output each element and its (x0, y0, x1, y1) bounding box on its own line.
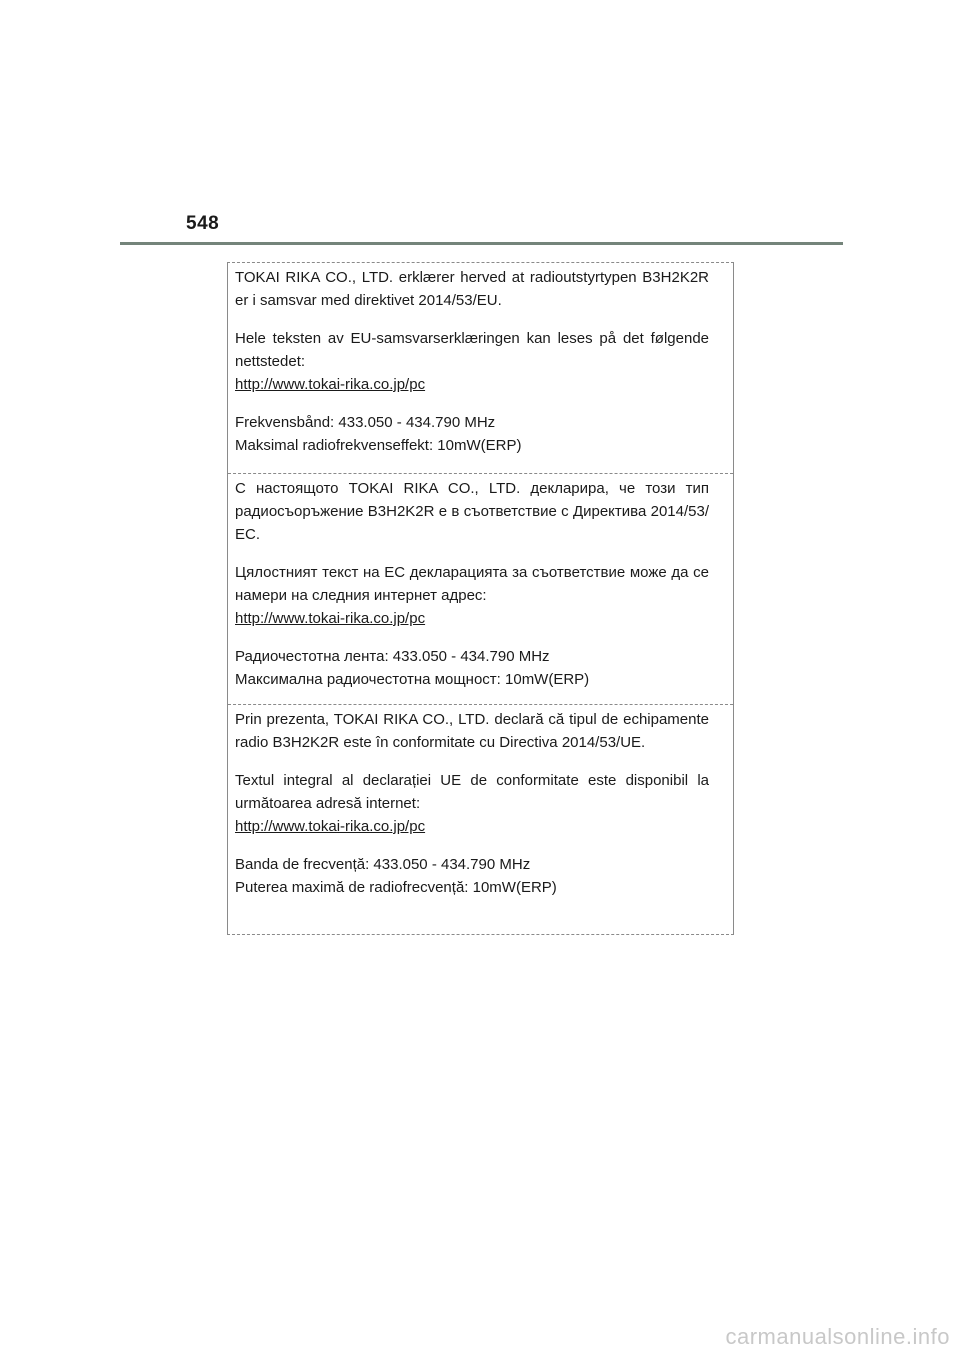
declaration-section-bulgarian (228, 473, 733, 704)
fulltext-intro: Textul integral al declarației UE de conformitate este disponibil la următoarea adresă internet: (235, 772, 709, 812)
declaration-text: Prin prezenta, TOKAI RIKA CO., LTD. declară că tipul de echipamente radio B3H2K2R este în conformitate cu Directiva 2014/53/UE. (235, 711, 709, 751)
declaration-text: TOKAI RIKA CO., LTD. erklærer herved at radioutstyrtypen B3H2K2R er i samsvar med direktivet 2014/53/EU. (235, 269, 709, 309)
declaration-text: С настоящото TOKAI RIKA CO., LTD. декларира, че този тип радиосъоръжение B3H2K2R е в съответствие с Директива 2014/53/ЕС. (235, 480, 709, 543)
max-power: Maksimal radiofrekvenseffekt: 10mW(ERP) (235, 437, 522, 454)
fulltext-intro: Цялостният текст на ЕС декларацията за съответствие може да се намери на следния интернет адрес: (235, 564, 709, 604)
frequency-band: Радиочестотна лента: 433.050 - 434.790 MHz (235, 648, 550, 665)
declaration-section-norwegian (228, 263, 733, 473)
declaration-url-link[interactable]: http://www.tokai-rika.co.jp/pc (235, 818, 426, 835)
fulltext-intro: Hele teksten av EU-samsvarserklæringen kan leses på det følgende nettstedet: (235, 330, 709, 370)
declaration-url-link[interactable]: http://www.tokai-rika.co.jp/pc (235, 610, 426, 627)
frequency-band: Banda de frecvență: 433.050 - 434.790 MHz (235, 856, 531, 873)
page-number: 548 (186, 213, 220, 234)
max-power: Puterea maximă de radiofrecvență: 10mW(ERP) (235, 879, 557, 896)
declaration-box (227, 262, 734, 935)
watermark: carmanualsonline.info (725, 1324, 950, 1349)
max-power: Максимална радиочестотна мощност: 10mW(ERP) (235, 671, 590, 688)
declaration-url-link[interactable]: http://www.tokai-rika.co.jp/pc (235, 376, 426, 393)
header-divider (120, 242, 843, 245)
declaration-section-romanian (228, 704, 733, 934)
frequency-band: Frekvensbånd: 433.050 - 434.790 MHz (235, 414, 496, 431)
